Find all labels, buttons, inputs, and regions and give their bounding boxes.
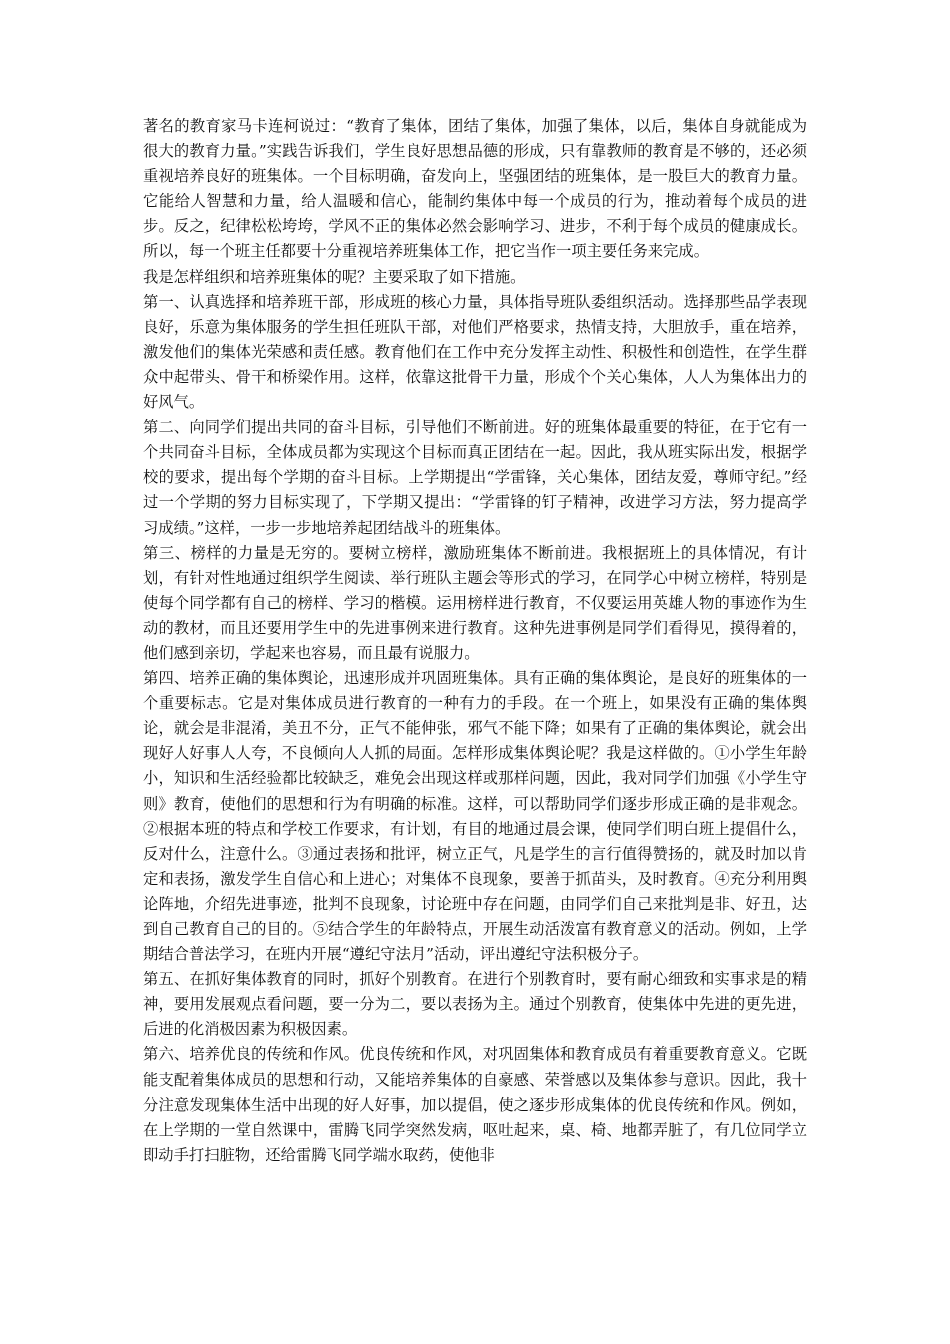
measure-6-paragraph: 第六、培养优良的传统和作风。优良传统和作风，对巩固集体和教育成员有着重要教育意义。它既能支配着集体成员的思想和行动，又能培养集体的自豪感、荣誉感以及集体参与意识。因此，我十分注意发现集体生活中出现的好人好事，加以提倡，使之逐步形成集体的优良传统和作风。例如，在上学期的一堂自然课中，雷腾飞同学突然发病，呕吐起来，桌、椅、地都弄脏了，有几位同学立即动手打扫脏物，还给雷腾飞同学端水取药，使他非 <box>143 1045 807 1164</box>
measure-1-paragraph: 第一、认真选择和培养班干部，形成班的核心力量，具体指导班队委组织活动。选择那些品学表现良好，乐意为集体服务的学生担任班队干部，对他们严格要求，热情支持，大胆放手，重在培养，激发他们的集体光荣感和责任感。教育他们在工作中充分发挥主动性、积极性和创造性，在学生群众中起带头、骨干和桥梁作用。这样，依靠这批骨干力量，形成个个关心集体，人人为集体出力的好风气。 <box>143 292 807 412</box>
measure-2-paragraph: 第二、向同学们提出共同的奋斗目标，引导他们不断前进。好的班集体最重要的特征，在于它有一个共同奋斗目标，全体成员都为实现这个目标而真正团结在一起。因此，我从班实际出发，根据学校的要求，提出每个学期的奋斗目标。上学期提出“学雷锋，关心集体，团结友爱，尊师守纪。”经过一个学期的努力目标实现了，下学期又提出：“学雷锋的钉子精神，改进学习方法，努力提高学习成绩。”这样，一步一步地培养起团结战斗的班集体。 <box>143 418 807 537</box>
measure-3-paragraph: 第三、榜样的力量是无穷的。要树立榜样，激励班集体不断前进。我根据班上的具体情况，有计划，有针对性地通过组织学生阅读、举行班队主题会等形式的学习，在同学心中树立榜样，特别是使每个同学都有自己的榜样、学习的楷模。运用榜样进行教育，不仅要运用英雄人物的事迹作为生动的教材，而且还要用学生中的先进事例来进行教育。这种先进事例是同学们看得见，摸得着的，他们感到亲切，学起来也容易，而且最有说服力。 <box>143 543 807 662</box>
measure-5-paragraph: 第五、在抓好集体教育的同时，抓好个别教育。在进行个别教育时，要有耐心细致和实事求是的精神，要用发展观点看问题，要一分为二，要以表扬为主。通过个别教育，使集体中先进的更先进，后进的化消极因素为积极因素。 <box>143 970 807 1039</box>
intro-paragraph: 著名的教育家马卡连柯说过：“教育了集体，团结了集体，加强了集体，以后，集体自身就能成为很大的教育力量。”实践告诉我们，学生良好思想品德的形成，只有靠教师的教育是不够的，还必须重视培养良好的班集体。一个目标明确，奋发向上，坚强团结的班集体，是一股巨大的教育力量。它能给人智慧和力量，给人温暖和信心，能制约集体中每一个成员的行为，推动着每个成员的进步。反之，纪律松松垮垮，学风不正的集体必然会影响学习、进步，不利于每个成员的健康成长。所以，每一个班主任都要十分重视培养班集体工作，把它当作一项主要任务来完成。 <box>143 117 807 261</box>
question-paragraph: 我是怎样组织和培养班集体的呢？主要采取了如下措施。 <box>143 267 526 286</box>
measure-4-paragraph: 第四、培养正确的集体舆论，迅速形成并巩固班集体。具有正确的集体舆论，是良好的班集体的一个重要标志。它是对集体成员进行教育的一种有力的手段。在一个班上，如果没有正确的集体舆论，就会是非混淆，美丑不分，正气不能伸张，邪气不能下降；如果有了正确的集体舆论，就会出现好人好事人人夸，不良倾向人人抓的局面。怎样形成集体舆论呢？我是这样做的。①小学生年龄小，知识和生活经验都比较缺乏，难免会出现这样或那样问题，因此，我对同学们加强《小学生守则》教育，使他们的思想和行为有明确的标准。这样，可以帮助同学们逐步形成正确的是非观念。②根据本班的特点和学校工作要求，有计划，有目的地通过晨会课，使同学们明白班上提倡什么，反对什么，注意什么。③通过表扬和批评，树立正气，凡是学生的言行值得赞扬的，就及时加以肯定和表扬，激发学生自信心和上进心；对集体不良现象，要善于抓苗头，及时教育。④充分利用舆论阵地，介绍先进事迹，批判不良现象，讨论班中存在问题，由同学们自己来批判是非、好丑，达到自己教育自己的目的。⑤结合学生的年龄特点，开展生动活泼富有教育意义的活动。例如，上学期结合普法学习，在班内开展“遵纪守法月”活动，评出遵纪守法积极分子。 <box>143 669 807 964</box>
document-page <box>143 114 807 1168</box>
